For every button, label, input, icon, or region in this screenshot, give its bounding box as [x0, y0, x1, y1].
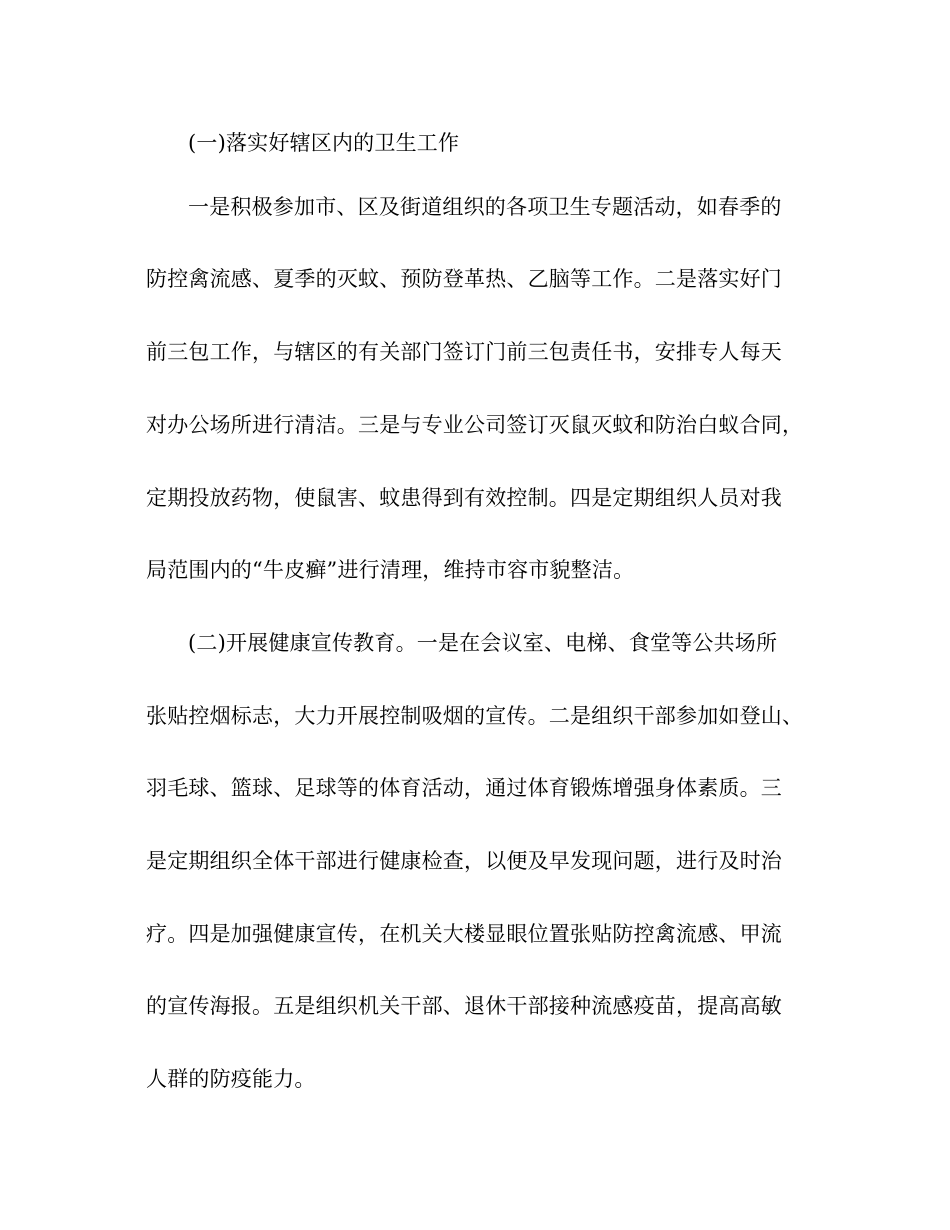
paragraph-line: 张贴控烟标志，大力开展控制吸烟的宣传。二是组织干部参加如登山、: [146, 704, 804, 728]
paragraph-line: 前三包工作，与辖区的有关部门签订门前三包责任书，安排专人每天: [146, 340, 782, 364]
section-heading-2: (二)开展健康宣传教育。一是在会议室、电梯、食堂等公共场所: [188, 631, 778, 655]
paragraph-line: 定期投放药物，使鼠害、蚊患得到有效控制。四是定期组织人员对我: [146, 486, 782, 510]
paragraph-line: 一是积极参加市、区及街道组织的各项卫生专题活动，如春季的: [188, 195, 782, 219]
paragraph-line: 人群的防疫能力。: [146, 1067, 316, 1091]
paragraph-line: 羽毛球、篮球、足球等的体育活动，通过体育锻炼增强身体素质。三: [146, 776, 782, 800]
section-heading-1: (一)落实好辖区内的卫生工作: [188, 131, 460, 155]
paragraph-line: 是定期组织全体干部进行健康检查，以便及早发现问题，进行及时治: [146, 849, 782, 873]
paragraph-line: 的宣传海报。五是组织机关干部、退休干部接种流感疫苗，提高高敏: [146, 994, 782, 1018]
paragraph-line: 疗。四是加强健康宣传，在机关大楼显眼位置张贴防控禽流感、甲流: [146, 922, 782, 946]
paragraph-line: 对办公场所进行清洁。三是与专业公司签订灭鼠灭蚊和防治白蚁合同，: [146, 413, 804, 437]
paragraph-line: 防控禽流感、夏季的灭蚊、预防登革热、乙脑等工作。二是落实好门: [146, 267, 782, 291]
paragraph-line: 局范围内的“牛皮癣”进行清理，维持市容市貌整洁。: [146, 558, 635, 582]
